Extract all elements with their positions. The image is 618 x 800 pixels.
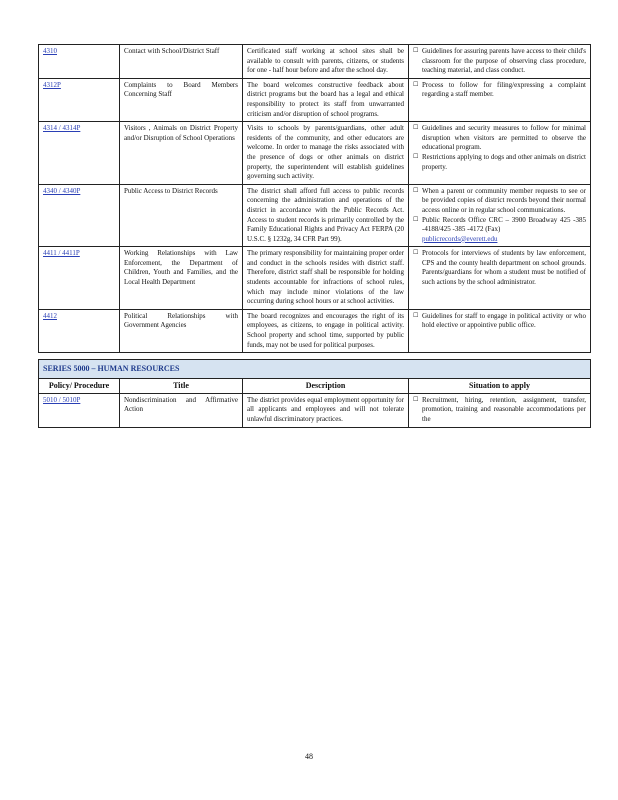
- column-header-row: [39, 378, 591, 393]
- situation-text: Recruitment, hiring, retention, assignment, transfer, promotion, training and reasonable accommodations per the: [422, 395, 586, 423]
- policy-cell: [39, 184, 120, 247]
- checkbox-bullet-icon: ☐: [413, 187, 419, 194]
- situation-cell: [409, 45, 591, 79]
- title-cell: Political Relationships with Government Agencies: [120, 309, 243, 352]
- situation-text: When a parent or community member requests to see or be provided copies of district records beyond their normal access online or in regular school communications.: [422, 186, 586, 214]
- title-cell: Contact with School/District Staff: [120, 45, 243, 79]
- policy-link[interactable]: 4312P: [43, 80, 61, 89]
- checkbox-bullet-icon: ☐: [413, 250, 419, 257]
- policy-link[interactable]: 4310: [43, 47, 57, 55]
- header-title: Title: [120, 378, 243, 393]
- situation-cell: [409, 309, 591, 352]
- title-cell: Nondiscrimination and Affirmative Action: [120, 393, 243, 427]
- situation-cell: [409, 184, 591, 247]
- policy-cell: [39, 78, 120, 121]
- situation-cell: [409, 247, 591, 310]
- situation-text: Guidelines for assuring parents have access to their child's classroom for the purpose of observing class procedure, teaching material, and class conduct.: [422, 47, 586, 75]
- header-description: Description: [243, 378, 409, 393]
- situation-item: [413, 249, 586, 287]
- table-row: [39, 184, 591, 247]
- document-page: [38, 44, 586, 428]
- policy-cell: [39, 122, 120, 185]
- policy-link[interactable]: 5010 / 5010P: [43, 395, 81, 404]
- checkbox-bullet-icon: ☐: [413, 216, 419, 223]
- situation-item: [413, 153, 586, 172]
- situation-cell: [409, 393, 591, 427]
- page-number: 48: [305, 752, 313, 761]
- policy-cell: [39, 45, 120, 79]
- description-cell: The board welcomes constructive feedback about district programs but the board has a legal and ethical responsibility to protect its staff from unwarranted criticism and/or disruption of school programs.: [243, 78, 409, 121]
- title-cell: Complaints to Board Members Concerning Staff: [120, 78, 243, 121]
- situation-text: Protocols for interviews of students by law enforcement, CPS and the county health department on school grounds. Parents/guardians for whom a student must be notified of such actions by the school administrator.: [422, 249, 586, 287]
- policy-cell: [39, 247, 120, 310]
- table-row: [39, 393, 591, 427]
- description-cell: The primary responsibility for maintaining proper order and conduct in the schools resides with district staff. Therefore, district staff shall be responsible for holding students accountable for infractions of school rules, which may include minor violations of the law occurring during school hours or at school activities.: [243, 247, 409, 310]
- email-link[interactable]: publicrecords@everett.edu: [422, 234, 498, 243]
- situation-cell: [409, 78, 591, 121]
- situation-item: [413, 216, 586, 235]
- situation-item: [413, 124, 586, 153]
- description-cell: The district shall afford full access to public records concerning the administration and operations of the district in accordance with the Public Records Act. Access to student records is primarily controlled by the Family Educational Rights and Privacy Act FERPA (20 U.S.C. § 1232g, 34 CFR Part 99).: [243, 184, 409, 247]
- checkbox-bullet-icon: ☐: [413, 312, 419, 319]
- series-header-row: [39, 360, 591, 379]
- situation-item: [413, 81, 586, 100]
- checkbox-bullet-icon: ☐: [413, 125, 419, 132]
- description-cell: Visits to schools by parents/guardians, other adult residents of the community, and other educators are welcome. In order to manage the risks associated with the presence of dogs or other animals on district property, the superintendent will establish guidelines governing such activity.: [243, 122, 409, 185]
- situation-text: Public Records Office CRC – 3900 Broadway 425 -385 -4188/425 -385 -4172 (Fax): [422, 215, 586, 234]
- title-cell: Public Access to District Records: [120, 184, 243, 247]
- header-situation: Situation to apply: [409, 378, 591, 393]
- checkbox-bullet-icon: ☐: [413, 396, 419, 403]
- situation-item: [413, 187, 586, 216]
- situation-item: [413, 47, 586, 76]
- table-row: [39, 122, 591, 185]
- table-row: [39, 45, 591, 79]
- header-policy: Policy/ Procedure: [39, 378, 120, 393]
- policy-link[interactable]: 4314 / 4314P: [43, 124, 81, 133]
- table-row: [39, 78, 591, 121]
- description-cell: The board recognizes and encourages the right of its employees, as citizens, to engage in political activity. School property and school time, supported by public funds, may not be used for political purposes.: [243, 309, 409, 352]
- situation-text: Process to follow for filing/expressing a complaint regarding a staff member.: [422, 80, 586, 99]
- checkbox-bullet-icon: ☐: [413, 153, 419, 160]
- situation-item: [413, 396, 586, 425]
- policy-cell: [39, 393, 120, 427]
- policy-table: [38, 44, 591, 428]
- table-row: [39, 309, 591, 352]
- situation-text: Guidelines for staff to engage in political activity or who hold elective or appointive public office.: [422, 311, 586, 330]
- title-cell: Working Relationships with Law Enforcement, the Department of Children, Youth and Families, and the Local Health Department: [120, 247, 243, 310]
- policy-link[interactable]: 4412: [43, 311, 57, 320]
- policy-link[interactable]: 4411 / 4411P: [43, 249, 80, 258]
- situation-item: [413, 312, 586, 331]
- description-cell: Certificated staff working at school sites shall be available to consult with parents, citizens, or students for one - half hour before and after the school day.: [243, 45, 409, 79]
- situation-cell: [409, 122, 591, 185]
- checkbox-bullet-icon: ☐: [413, 81, 419, 88]
- title-cell: Visitors , Animals on District Property and/or Disruption of School Operations: [120, 122, 243, 185]
- checkbox-bullet-icon: ☐: [413, 48, 419, 54]
- policy-link[interactable]: 4340 / 4340P: [43, 186, 81, 195]
- table-row: [39, 247, 591, 310]
- description-cell: The district provides equal employment opportunity for all applicants and employees and will not tolerate unlawful discriminatory practices.: [243, 393, 409, 427]
- series-title: SERIES 5000 – HUMAN RESOURCES: [39, 360, 591, 379]
- situation-text: Restrictions applying to dogs and other animals on district property.: [422, 152, 586, 171]
- situation-text: Guidelines and security measures to follow for minimal disruption when visitors are permitted to observe the educational program.: [422, 124, 586, 152]
- policy-cell: [39, 309, 120, 352]
- table-gap: [39, 353, 591, 360]
